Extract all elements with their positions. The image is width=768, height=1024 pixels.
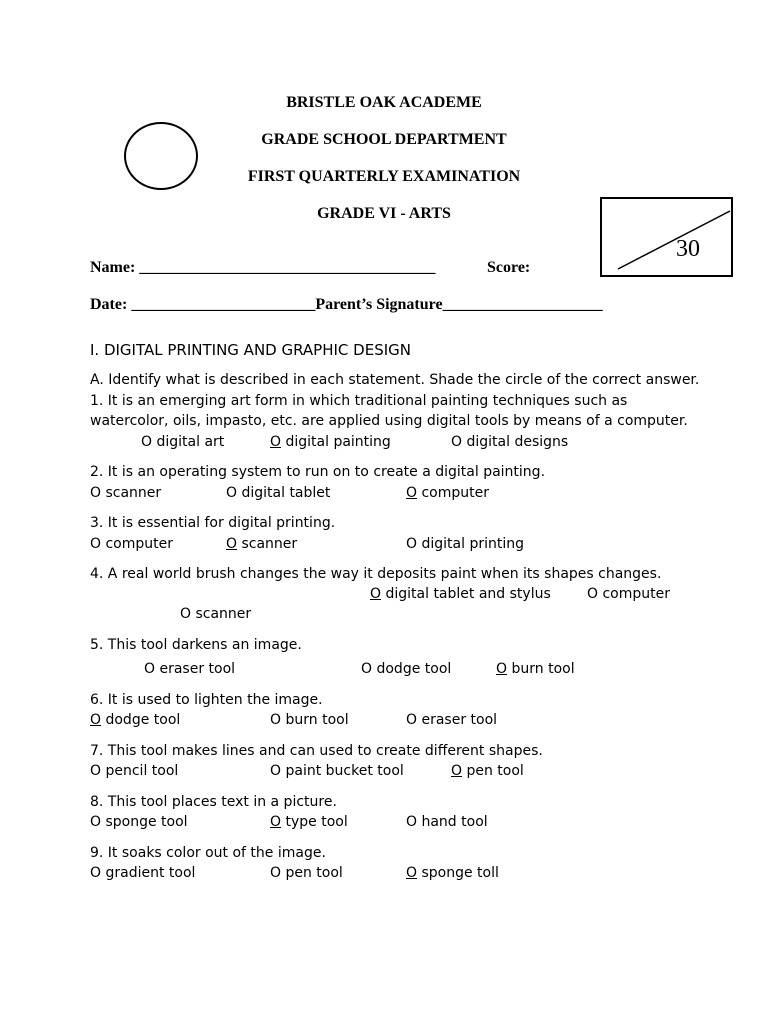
name-label: Name:: [90, 259, 136, 276]
option-q7-c[interactable]: [451, 763, 524, 779]
question-1-line-2: watercolor, oils, impasto, etc. are applied using digital tools by means of a computer.: [90, 413, 688, 429]
option-circle[interactable]: O: [90, 485, 102, 501]
option-circle[interactable]: O: [144, 661, 156, 677]
option-label: digital painting: [281, 434, 391, 450]
question-5: 5. This tool darkens an image.: [90, 637, 302, 653]
score-total: 30: [676, 236, 700, 262]
question-1-line-1: 1. It is an emerging art form in which traditional painting techniques such as: [90, 393, 628, 409]
option-circle[interactable]: O: [270, 434, 282, 450]
option-label: burn tool: [507, 661, 575, 677]
option-q3-a[interactable]: [90, 536, 173, 552]
option-circle[interactable]: O: [406, 712, 418, 728]
option-q1-a[interactable]: [141, 434, 224, 450]
option-label: gradient tool: [101, 865, 196, 881]
option-circle[interactable]: O: [180, 606, 192, 622]
option-label: type tool: [281, 814, 348, 830]
name-line[interactable]: _____________________________________: [139, 259, 436, 276]
question-7: 7. This tool makes lines and can used to create different shapes.: [90, 743, 543, 759]
school-name: BRISTLE OAK ACADEME: [286, 94, 482, 111]
option-circle[interactable]: O: [270, 763, 282, 779]
option-label: scanner: [237, 536, 298, 552]
exam-title: FIRST QUARTERLY EXAMINATION: [247, 168, 521, 185]
option-circle[interactable]: O: [90, 712, 102, 728]
option-circle[interactable]: O: [406, 865, 418, 881]
option-label: scanner: [191, 606, 252, 622]
option-circle[interactable]: O: [361, 661, 373, 677]
option-label: digital printing: [417, 536, 524, 552]
question-4: 4. A real world brush changes the way it deposits paint when its shapes changes.: [90, 566, 662, 582]
date-signature-row: [90, 296, 603, 314]
option-circle[interactable]: O: [141, 434, 153, 450]
option-q8-a[interactable]: [90, 814, 188, 830]
option-circle[interactable]: O: [226, 485, 238, 501]
option-q2-b[interactable]: [226, 485, 330, 501]
option-circle[interactable]: O: [496, 661, 508, 677]
date-line[interactable]: _______________________: [131, 296, 316, 313]
option-circle[interactable]: O: [226, 536, 238, 552]
option-q1-b[interactable]: [270, 434, 391, 450]
option-label: dodge tool: [101, 712, 181, 728]
section-title: I. DIGITAL PRINTING AND GRAPHIC DESIGN: [90, 341, 411, 359]
option-q7-a[interactable]: [90, 763, 178, 779]
option-q3-c[interactable]: [406, 536, 524, 552]
name-field[interactable]: [90, 259, 435, 277]
option-circle[interactable]: O: [451, 434, 463, 450]
option-circle[interactable]: O: [270, 814, 282, 830]
option-q2-c[interactable]: [406, 485, 489, 501]
option-label: scanner: [101, 485, 162, 501]
question-6: 6. It is used to lighten the image.: [90, 692, 323, 708]
option-label: pen tool: [462, 763, 524, 779]
option-q5-a[interactable]: [144, 661, 235, 677]
parent-signature-line[interactable]: ____________________: [442, 296, 603, 313]
option-circle[interactable]: O: [90, 763, 102, 779]
option-circle[interactable]: O: [270, 865, 282, 881]
option-circle[interactable]: O: [90, 814, 102, 830]
option-circle[interactable]: O: [90, 865, 102, 881]
option-q7-b[interactable]: [270, 763, 404, 779]
score-label: Score:: [487, 259, 531, 276]
option-q9-a[interactable]: [90, 865, 195, 881]
option-circle[interactable]: O: [451, 763, 463, 779]
option-q9-c[interactable]: [406, 865, 499, 881]
department-title: GRADE SCHOOL DEPARTMENT: [261, 131, 507, 148]
option-label: paint bucket tool: [281, 763, 404, 779]
date-label: Date:: [90, 296, 128, 313]
option-q4-b[interactable]: [587, 586, 670, 602]
option-q5-c[interactable]: [496, 661, 575, 677]
option-q1-c[interactable]: [451, 434, 568, 450]
option-label: sponge tool: [101, 814, 188, 830]
option-circle[interactable]: O: [270, 712, 282, 728]
option-label: pencil tool: [101, 763, 179, 779]
parent-signature-label: Parent’s Signature: [315, 296, 443, 313]
option-circle[interactable]: O: [406, 536, 418, 552]
option-label: digital designs: [462, 434, 569, 450]
option-q4-a[interactable]: [370, 586, 551, 602]
option-circle[interactable]: O: [90, 536, 102, 552]
option-label: eraser tool: [155, 661, 236, 677]
option-label: digital tablet and stylus: [381, 586, 551, 602]
option-label: sponge toll: [417, 865, 499, 881]
score-box: [600, 197, 733, 277]
option-q8-b[interactable]: [270, 814, 348, 830]
option-q6-a[interactable]: [90, 712, 180, 728]
option-q6-b[interactable]: [270, 712, 349, 728]
option-circle[interactable]: O: [587, 586, 599, 602]
option-label: computer: [101, 536, 173, 552]
option-circle[interactable]: O: [406, 814, 418, 830]
question-9: 9. It soaks color out of the image.: [90, 845, 326, 861]
grade-title: GRADE VI - ARTS: [317, 205, 451, 222]
option-q5-b[interactable]: [361, 661, 451, 677]
option-q2-a[interactable]: [90, 485, 161, 501]
option-label: hand tool: [417, 814, 488, 830]
option-label: burn tool: [281, 712, 349, 728]
option-q9-b[interactable]: [270, 865, 343, 881]
logo-circle: [124, 122, 198, 190]
option-label: digital art: [152, 434, 225, 450]
question-2: 2. It is an operating system to run on to create a digital painting.: [90, 464, 546, 480]
option-q8-c[interactable]: [406, 814, 488, 830]
option-q4-c[interactable]: [180, 606, 251, 622]
option-label: pen tool: [281, 865, 343, 881]
score-slash-icon: [602, 199, 735, 279]
option-label: eraser tool: [417, 712, 498, 728]
option-label: digital tablet: [237, 485, 331, 501]
option-circle[interactable]: O: [406, 485, 418, 501]
option-q6-c[interactable]: [406, 712, 497, 728]
instructions: A. Identify what is described in each statement. Shade the circle of the correct answer.: [90, 372, 700, 388]
option-label: dodge tool: [372, 661, 452, 677]
option-label: computer: [417, 485, 489, 501]
option-label: computer: [598, 586, 670, 602]
option-circle[interactable]: O: [370, 586, 382, 602]
question-3: 3. It is essential for digital printing.: [90, 515, 336, 531]
question-8: 8. This tool places text in a picture.: [90, 794, 337, 810]
option-q3-b[interactable]: [226, 536, 297, 552]
